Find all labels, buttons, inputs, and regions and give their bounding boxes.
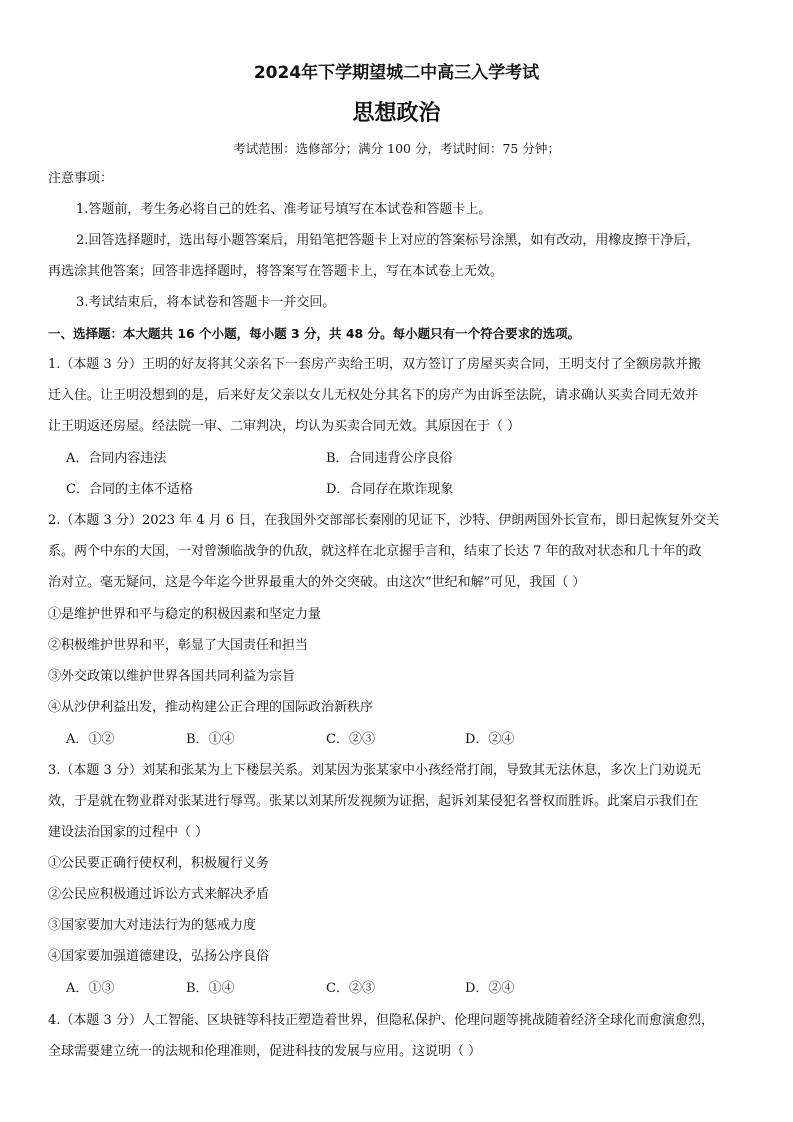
q3-statement-4: ④国家要加强道德建设，弘扬公序良俗 [48,949,270,964]
q1-line-2: 迁入住。让王明没想到的是，后来好友父亲以女儿无权处分其名下的房产为由诉至法院，请求确认买卖合同无效并 [48,388,699,403]
subject-title: 思想政治 [352,101,441,126]
q2-option-c: C．②③ [326,732,375,747]
q3-statement-1: ①公民要正确行使权利，积极履行义务 [48,856,270,871]
q2-option-b: B．①④ [186,732,235,747]
exam-info: 考试范围：选修部分；满分 100 分，考试时间：75 分钟； [233,141,560,156]
q2-line-1: 2.（本题 3 分）2023 年 4 月 6 日，在我国外交部部长秦刚的见证下，沙特、伊朗两国外长宣布，即日起恢复外交关 [48,513,720,528]
q3-option-d: D．②④ [465,981,515,996]
q3-line-3: 建设法治国家的过程中（ ） [48,825,209,840]
q3-statement-2: ②公民应积极通过诉讼方式来解决矛盾 [48,887,270,902]
q3-option-c: C．②③ [326,981,375,996]
exam-title: 2024年下学期望城二中高三入学考试 [253,63,540,83]
q3-statement-3: ③国家要加大对违法行为的惩戒力度 [48,918,257,933]
q4-line-2: 全球需要建立统一的法规和伦理准则，促进科技的发展与应用。这说明（ ） [48,1044,482,1059]
notes-heading: 注意事项： [48,171,114,186]
q2-option-a: A．①② [66,732,115,747]
q3-line-2: 效，于是就在物业群对张某进行辱骂。张某以刘某所发视频为证据，起诉刘某侵犯名誉权而胜诉。此案启示我们在 [48,794,699,809]
q1-option-d: D．合同存在欺诈现象 [326,482,454,497]
note-2-line-1: 2.回答选择题时，选出每小题答案后，用铅笔把答题卡上对应的答案标号涂黑，如有改动，用橡皮擦干净后， [76,233,700,248]
q1-option-c: C．合同的主体不适格 [66,482,193,497]
q2-line-3: 治对立。毫无疑问，这是今年迄今世界最重大的外交突破。由这次“世纪和解”可见，我国（ ） [48,575,586,590]
q3-option-b: B．①④ [186,981,235,996]
q2-statement-4: ④从沙伊利益出发，推动构建公正合理的国际政治新秩序 [48,700,374,715]
note-2-line-2: 再选涂其他答案；回答非选择题时，将答案写在答题卡上，写在本试卷上无效。 [48,264,504,279]
q2-statement-1: ①是维护世界和平与稳定的积极因素和坚定力量 [48,607,322,622]
q3-line-1: 3.（本题 3 分）刘某和张某为上下楼层关系。刘某因为张某家中小孩经常打闹，导致其无法休息，多次上门劝说无 [48,763,701,778]
note-1: 1.答题前，考生务必将自己的姓名、准考证号填写在本试卷和答题卡上。 [76,202,492,217]
q1-option-a: A．合同内容违法 [66,451,167,466]
q1-option-b: B．合同违背公序良俗 [326,451,453,466]
q1-line-3: 让王明返还房屋。经法院一审、二审判决，均认为买卖合同无效。其原因在于（ ） [48,419,521,434]
q2-option-d: D．②④ [465,732,515,747]
section-heading: 一、选择题：本大题共 16 个小题，每小题 3 分，共 48 分。每小题只有一个符合要求的选项。 [48,326,581,341]
q4-line-1: 4.（本题 3 分）人工智能、区块链等科技正塑造着世界，但隐私保护、伦理问题等挑战随着经济全球化而愈演愈烈， [48,1013,714,1028]
q1-line-1: 1.（本题 3 分）王明的好友将其父亲名下一套房产卖给王明，双方签订了房屋买卖合同，王明支付了全额房款并搬 [48,357,701,372]
q3-option-a: A．①③ [66,981,115,996]
note-3: 3.考试结束后，将本试卷和答题卡一并交回。 [76,295,336,310]
q2-statement-3: ③外交政策以维护世界各国共同利益为宗旨 [48,669,296,684]
q2-statement-2: ②积极维护世界和平，彰显了大国责任和担当 [48,638,309,653]
q2-line-2: 系。两个中东的大国，一对曾濒临战争的仇敌，就这样在北京握手言和，结束了长达 7 年的敌对状态和几十年的政 [48,544,702,559]
